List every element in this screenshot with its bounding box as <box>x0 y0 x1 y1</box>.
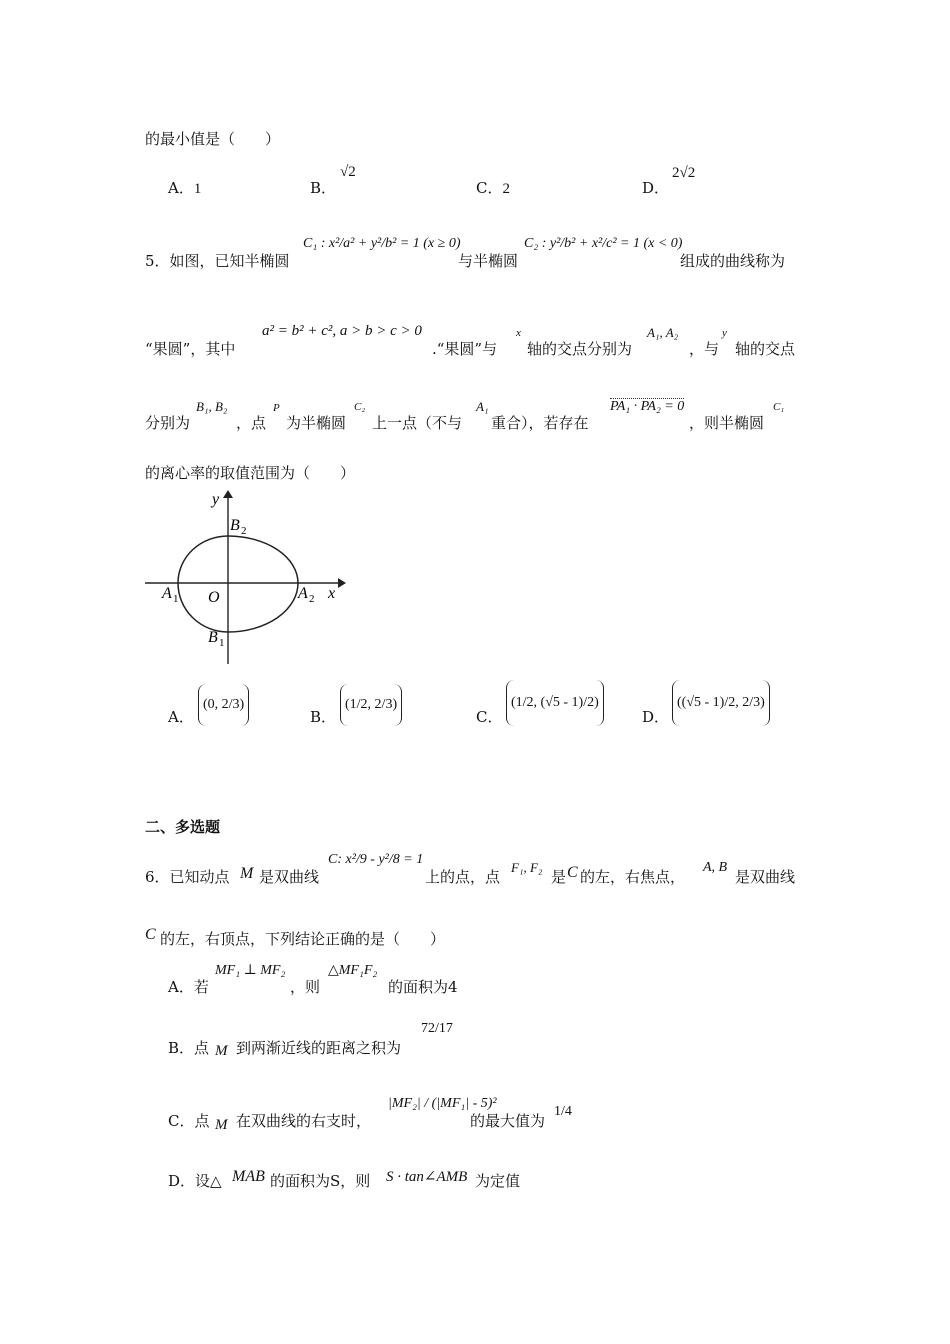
q5-option-a-label: A． <box>168 708 194 726</box>
q5-c2-formula: C₂ : y²/b² + x²/c² = 1 (x < 0) <box>524 236 683 251</box>
q6-option-d-expr2: S · tan∠AMB <box>386 1169 468 1185</box>
q6-line1-prefix: 6．已知动点 <box>145 868 230 886</box>
section-title-multiple-choice: 二、多选题 <box>145 818 221 836</box>
q5-option-c-value: (1/2, (√5 - 1)/2) <box>506 680 604 726</box>
q6-hyperbola: C: x²/9 - y²/8 = 1 <box>328 852 424 867</box>
q4-option-d-value: 2√2 <box>672 165 696 181</box>
q5-option-d-label: D． <box>642 708 670 726</box>
y-label: y <box>212 491 220 508</box>
q6-ab-vars: A, B <box>703 860 728 875</box>
q5-c1-name: C₁ <box>773 401 785 413</box>
q5-line3-mid2: 为半椭圆 <box>286 414 347 432</box>
q5-line3-suffix: ，则半椭圆 <box>689 414 765 432</box>
q6-option-d-expr: MAB <box>232 1168 265 1185</box>
q5-p-var: P <box>273 402 280 414</box>
q5-line3-mid1: ，点 <box>236 414 267 432</box>
q5-line2-mid3: ，与 <box>689 340 720 358</box>
q5-line1-mid: 与半椭圆 <box>458 252 519 270</box>
q5-a1-name: A₁ <box>476 399 489 414</box>
q6-line1-mid1: 是双曲线 <box>259 868 320 886</box>
q4-option-c: C．2 <box>476 179 510 197</box>
q6-c-var: C <box>567 864 578 881</box>
q5-line3-mid4: 重合），若存在 <box>491 414 589 432</box>
q5-line2-mid1: .“果圆”与 <box>432 340 498 358</box>
q5-b-points: B₁, B₂ <box>196 399 228 414</box>
q4-option-a: A．1 <box>168 179 202 197</box>
q6-option-a: A．若 <box>168 978 209 996</box>
q5-vector-eq: PA₁ · PA₂ = 0 <box>610 399 685 414</box>
q6-line2-c: C <box>145 926 156 943</box>
b2-label: B <box>230 517 240 534</box>
b2-sub: 2 <box>241 525 247 537</box>
q6-foci: F₁, F₂ <box>511 860 543 875</box>
a2-sub: 2 <box>309 593 315 605</box>
q6-option-c: C．点 <box>168 1112 210 1130</box>
q5-c1-formula: C₁ : x²/a² + y²/b² = 1 (x ≥ 0) <box>303 236 461 251</box>
q6-option-b-value: 72/17 <box>421 1021 453 1036</box>
q6-option-c-suffix: 的最大值为 <box>470 1112 546 1130</box>
q6-option-a-expr: MF₁ ⊥ MF₂ <box>215 963 286 978</box>
q5-option-b-value: (1/2, 2/3) <box>340 684 402 726</box>
q6-option-b-mid: 到两渐近线的距离之积为 <box>236 1039 402 1057</box>
q5-line3-mid3: 上一点（不与 <box>372 414 463 432</box>
q5-condition: a² = b² + c², a > b > c > 0 <box>262 323 422 339</box>
q6-option-c-expr: M <box>215 1117 228 1133</box>
q6-option-d-mid: 的面积为S，则 <box>270 1172 371 1190</box>
q5-option-c-label: C． <box>476 708 503 726</box>
origin-label: O <box>208 589 220 606</box>
fruit-ellipse-figure <box>140 486 350 671</box>
b1-label: B <box>208 629 218 646</box>
fruit-ellipse-curve <box>178 536 298 632</box>
q5-line2-prefix: “果圆”，其中 <box>145 340 236 358</box>
q6-line1-mid2: 上的点，点 <box>425 868 501 886</box>
q6-line1-mid3: 是 <box>551 868 567 886</box>
q6-option-c-mid: 在双曲线的右支时， <box>236 1112 372 1130</box>
q5-line1-prefix: 5．如图，已知半椭圆 <box>145 252 290 270</box>
b1-sub: 1 <box>219 637 225 649</box>
a2-label: A <box>298 585 308 602</box>
q6-option-d: D．设△ <box>168 1172 222 1190</box>
q4-option-b-value: √2 <box>340 164 356 180</box>
x-label: x <box>328 585 336 602</box>
q6-line1-suffix: 是双曲线 <box>735 868 796 886</box>
y-axis-arrow <box>223 490 233 498</box>
q4-option-d: D． <box>642 179 670 197</box>
x-axis-arrow <box>338 578 346 588</box>
q4-stem-end: 的最小值是（ ） <box>145 130 281 148</box>
q6-option-a-suffix: 的面积为4 <box>388 978 458 996</box>
q5-line2-mid2: 轴的交点分别为 <box>527 340 633 358</box>
q6-m-var: M <box>240 865 254 882</box>
q6-option-a-mid: ，则 <box>290 978 321 996</box>
q5-c2-name: C₂ <box>354 401 366 413</box>
q5-line4: 的离心率的取值范围为（ ） <box>145 464 356 482</box>
q6-option-b-expr: M <box>215 1043 228 1059</box>
q5-option-b-label: B． <box>310 708 337 726</box>
q5-y-var: y <box>722 327 727 339</box>
q6-option-d-suffix: 为定值 <box>475 1172 521 1190</box>
q5-a-points: A₁, A₂ <box>647 325 679 340</box>
q5-line3-prefix: 分别为 <box>145 414 191 432</box>
q6-option-c-value: 1/4 <box>554 1104 572 1119</box>
q6-line1-mid4: 的左，右焦点， <box>580 868 686 886</box>
q6-option-a-expr2: △MF₁F₂ <box>328 963 378 978</box>
q6-option-c-expr2: |MF₂| / (|MF₁| - 5)² <box>388 1096 497 1111</box>
q5-option-d-value: ((√5 - 1)/2, 2/3) <box>672 680 770 726</box>
a1-sub: 1 <box>173 593 179 605</box>
q6-line2: 的左，右顶点，下列结论正确的是（ ） <box>160 930 446 948</box>
q4-option-b: B． <box>310 179 337 197</box>
q5-line2-suffix: 轴的交点 <box>735 340 796 358</box>
q6-option-b: B．点 <box>168 1039 210 1057</box>
q5-option-a-value: (0, 2/3) <box>198 684 249 726</box>
q5-x-var: x <box>516 327 521 339</box>
a1-label: A <box>162 585 172 602</box>
q5-line1-suffix: 组成的曲线称为 <box>680 252 786 270</box>
